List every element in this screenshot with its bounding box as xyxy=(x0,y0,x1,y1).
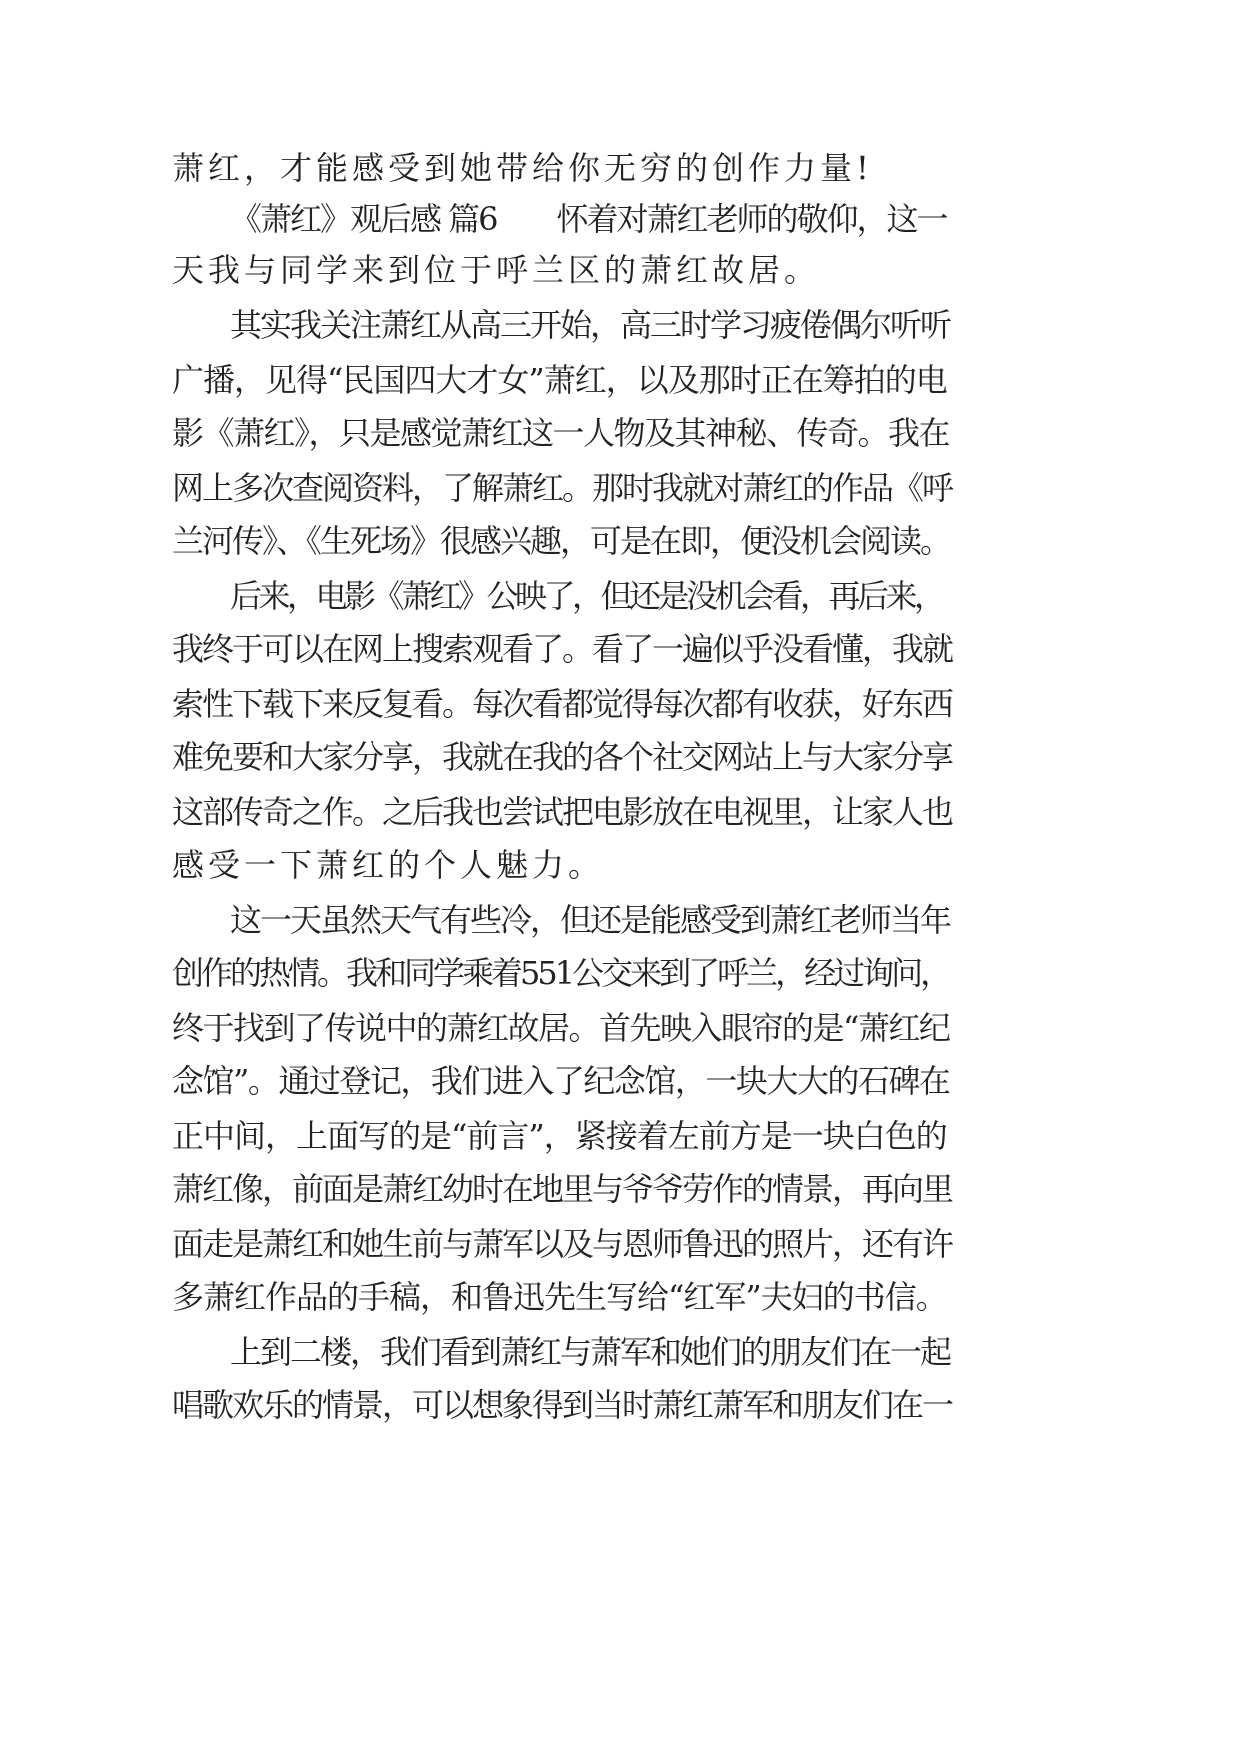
text-line: 创作的热情。我和同学乘着551公交来到了呼兰，经过询问， xyxy=(172,954,950,992)
text-line: 面走是萧红和她生前与萧军以及与恩师鲁迅的照片，还有许 xyxy=(172,1225,953,1263)
text-line: 萧红像，前面是萧红幼时在地里与爷爷劳作的情景，再向里 xyxy=(172,1170,953,1208)
text-line: 上到二楼，我们看到萧红与萧军和她们的朋友们在一起 xyxy=(230,1333,951,1371)
text-line: 这部传奇之作。之后我也尝试把电影放在电视里，让家人也 xyxy=(172,793,953,831)
text-line: 影《萧红》，只是感觉萧红这一人物及其神秘、传奇。我在 xyxy=(172,414,950,452)
text-line: 萧红，才能感受到她带给你无穷的创作力量! xyxy=(172,149,873,187)
text-line: 后来，电影《萧红》公映了，但还是没机会看，再后来， xyxy=(230,577,943,615)
text-line: 正中间，上面写的是“前言”，紧接着左前方是一块白色的 xyxy=(172,1117,947,1155)
text-line: 终于找到了传说中的萧红故居。首先映入眼帘的是“萧红纪 xyxy=(172,1009,950,1047)
text-line: 天我与同学来到位于呼兰区的萧红故居。 xyxy=(172,251,821,289)
text-line: 我终于可以在网上搜索观看了。看了一遍似乎没看懂，我就 xyxy=(172,630,953,668)
text-line: 网上多次查阅资料，了解萧红。那时我就对萧红的作品《呼 xyxy=(172,469,953,507)
text-line: 多萧红作品的手稿，和鲁迅先生写给“红军”夫妇的书信。 xyxy=(172,1278,947,1316)
text-line: 难免要和大家分享，我就在我的各个社交网站上与大家分享 xyxy=(172,738,953,776)
text-line: 感受一下萧红的个人魅力。 xyxy=(172,846,605,884)
text-line: 这一天虽然天气有些冷，但还是能感受到萧红老师当年 xyxy=(230,901,951,939)
text-line: 唱歌欢乐的情景，可以想象得到当时萧红萧军和朋友们在一 xyxy=(172,1386,953,1424)
text-line: 广播，见得“民国四大才女”萧红，以及那时正在筹拍的电 xyxy=(172,361,947,399)
text-line: 索性下载下来反复看。每次看都觉得每次都有收获，好东西 xyxy=(172,685,953,723)
text-line: 兰河传》、《生死场》很感兴趣，可是在即，便没机会阅读。 xyxy=(172,522,951,560)
text-line: 其实我关注萧红从高三开始，高三时学习疲倦偶尔听听 xyxy=(230,306,951,344)
text-line: 《萧红》观后感 篇6 怀着对萧红老师的敬仰，这一 xyxy=(230,200,947,238)
text-line: 念馆”。通过登记，我们进入了纪念馆，一块大大的石碑在 xyxy=(172,1062,950,1100)
